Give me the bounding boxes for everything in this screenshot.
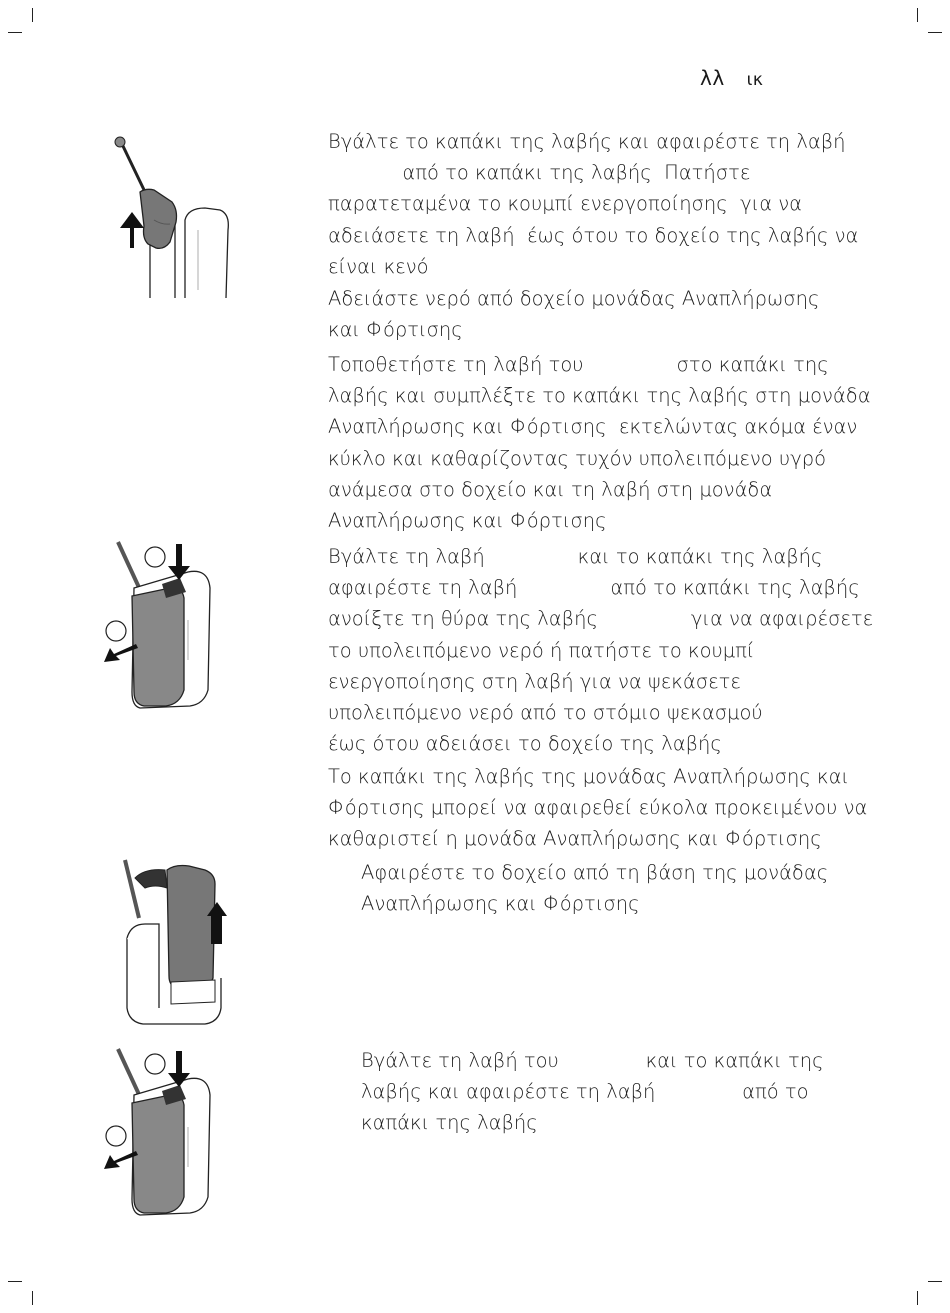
crop-mark (917, 1291, 918, 1305)
text-line: καπάκι της λαβής (361, 1111, 538, 1135)
text-line: καθαριστεί η μονάδα Αναπλήρωσης και Φόρτισης (328, 827, 822, 851)
paragraph-place-handle (328, 349, 888, 536)
paragraph-cap-note (328, 761, 888, 855)
text-line: αφαιρέστε τη λαβή από το καπάκι της λαβής (328, 576, 860, 600)
header-language: λλ (700, 66, 725, 90)
cap-remove-illustration (100, 540, 225, 715)
crop-mark (8, 32, 22, 33)
page-header (700, 66, 763, 90)
paragraph-remove-reservoir (361, 857, 921, 919)
text-line: λαβής και συμπλέξτε το καπάκι της λαβής στη μονάδα (328, 384, 871, 408)
handle-lift-illustration (110, 130, 240, 300)
text-line: και Φόρτισης (328, 318, 463, 342)
text-line: Αναπλήρωσης και Φόρτισης εκτελώντας ακόμα έναν (328, 415, 858, 439)
text-line: παρατεταμένα το κουμπί ενεργοποίησης για να (328, 192, 802, 216)
text-line: λαβής και αφαιρέστε τη λαβή από το (361, 1080, 809, 1104)
text-line: Αδειάστε νερό από δοχείο μονάδας Αναπλήρωσης (328, 287, 820, 310)
text-line: έως ότου αδειάσει το δοχείο της λαβής (328, 732, 722, 756)
text-line: είναι κενό (328, 254, 429, 278)
text-line: Αφαιρέστε το δοχείο από τη βάση της μονάδας (361, 861, 829, 884)
crop-mark (32, 8, 33, 22)
text-line: Το καπάκι της λαβής της μονάδας Αναπλήρωσης και (328, 765, 850, 788)
text-line: από το καπάκι της λαβής Πατήστε (328, 161, 751, 185)
text-line: αδειάσετε τη λαβή έως ότου το δοχείο της λαβής να (328, 223, 859, 247)
paragraph-remove-handle (328, 126, 888, 282)
paragraph-remove-handle-again (361, 1045, 921, 1139)
text-line: ανάμεσα στο δοχείο και τη λαβή στη μονάδα (328, 477, 773, 501)
paragraph-remove-cap (328, 541, 888, 759)
crop-mark (917, 8, 918, 22)
text-line: ανοίξτε τη θύρα της λαβής για να αφαιρέσετε (328, 607, 874, 631)
reservoir-lift-illustration (115, 858, 240, 1033)
text-line: υπολειπόμενο νερό από το στόμιο ψεκασμού (328, 701, 763, 725)
text-line: Τοποθετήστε τη λαβή του στο καπάκι της (328, 353, 829, 376)
header-code: ικ (746, 70, 764, 90)
text-line: Αναπλήρωσης και Φόρτισης (361, 892, 640, 916)
crop-mark (928, 1281, 942, 1282)
text-line: κύκλο και καθαρίζοντας τυχόν υπολειπόμενο υγρό (328, 446, 827, 470)
crop-mark (928, 32, 942, 33)
text-line: το υπολειπόμενο νερό ή πατήστε το κουμπί (328, 638, 755, 662)
text-line: Βγάλτε τη λαβή και το καπάκι της λαβής (328, 545, 823, 568)
text-line: Βγάλτε τη λαβή του και το καπάκι της (361, 1049, 824, 1072)
crop-mark (32, 1291, 33, 1305)
text-line: Αναπλήρωσης και Φόρτισης (328, 509, 607, 533)
crop-mark (8, 1281, 22, 1282)
text-line: Φόρτισης μπορεί να αφαιρεθεί εύκολα προκειμένου να (328, 796, 868, 820)
cap-remove-illustration (100, 1047, 225, 1222)
paragraph-empty-reservoir (328, 283, 888, 345)
text-line: Βγάλτε το καπάκι της λαβής και αφαιρέστε τη λαβή (328, 130, 846, 153)
text-line: ενεργοποίησης στη λαβή για να ψεκάσετε (328, 669, 741, 693)
